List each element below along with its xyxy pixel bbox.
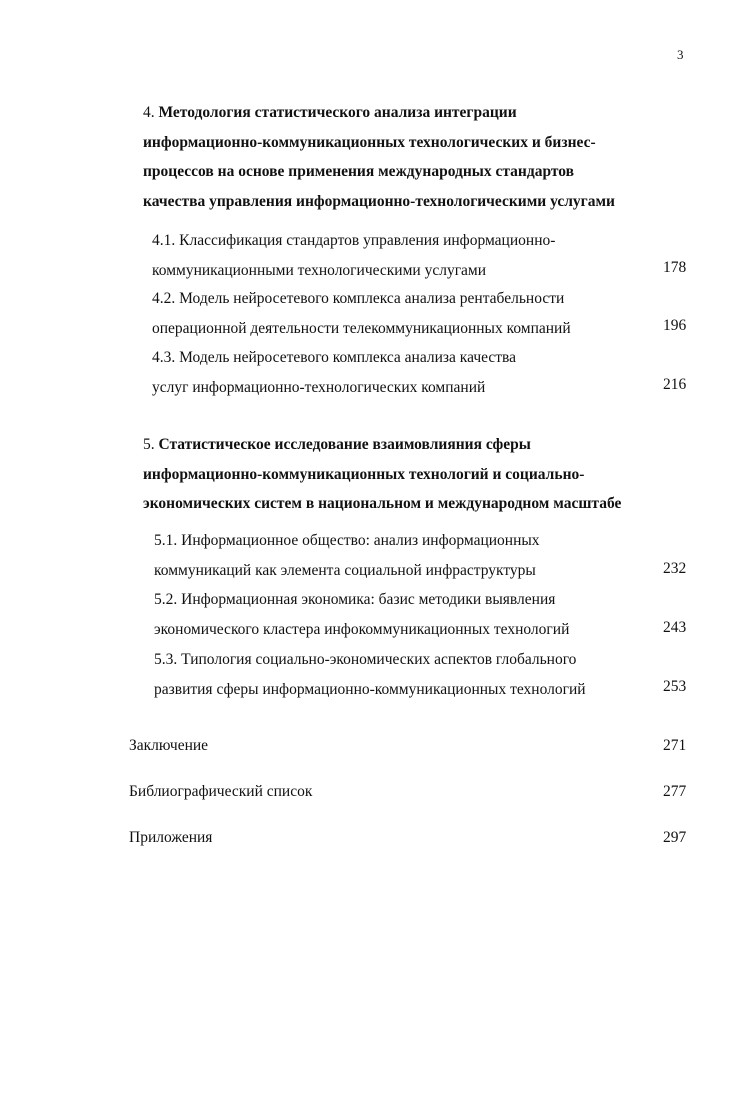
toc-entry-line: коммуникаций как элемента социальной инфраструктуры — [154, 561, 536, 579]
chapter-number: 4. — [143, 104, 155, 121]
toc-entry-line: операционной деятельности телекоммуникационных компаний — [152, 319, 571, 337]
toc-page-5-2: 243 — [663, 619, 687, 636]
toc-appendices: Приложения — [129, 829, 213, 846]
toc-page-5-1: 232 — [663, 560, 687, 577]
toc-entry-4-2 — [152, 284, 571, 343]
toc-entry-5-3 — [154, 645, 586, 704]
toc-entry-line: 5.3. Типология социально-экономических аспектов глобального — [154, 651, 577, 668]
toc-page-4-2: 196 — [663, 317, 687, 334]
toc-entry-line: 5.2. Информационная экономика: базис методики выявления — [154, 591, 556, 608]
toc-entry-4-1 — [152, 226, 555, 285]
toc-page-4-3: 216 — [663, 376, 687, 393]
chapter-number: 5. — [143, 436, 155, 453]
chapter-5-title — [143, 430, 703, 519]
chapter-title-line: процессов на основе применения международных стандартов — [143, 163, 575, 180]
chapter-title-line: информационно-коммуникационных технологических и бизнес- — [143, 133, 596, 151]
chapter-title-line: Методология статистического анализа интеграции — [158, 104, 517, 121]
toc-entry-line: 4.2. Модель нейросетевого комплекса анализа рентабельности — [152, 290, 565, 307]
toc-page-appendices: 297 — [663, 829, 687, 846]
toc-page-4-1: 178 — [663, 259, 687, 276]
chapter-title-line: информационно-коммуникационных технологий и социально- — [143, 465, 585, 483]
toc-page-conclusion: 271 — [663, 737, 687, 754]
toc-entry-line: 4.3. Модель нейросетевого комплекса анализа качества — [152, 349, 517, 366]
toc-entry-line: 5.1. Информационное общество: анализ информационных — [154, 532, 540, 549]
chapter-title-line: Статистическое исследование взаимовлияния сферы — [158, 436, 531, 453]
toc-entry-line: услуг информационно-технологических компаний — [152, 378, 486, 396]
toc-entry-line: 4.1. Классификация стандартов управления информационно- — [152, 232, 556, 249]
toc-bibliography: Библиографический список — [129, 783, 313, 800]
toc-entry-line: развития сферы информационно-коммуникационных технологий — [154, 680, 586, 698]
toc-entry-5-1 — [154, 526, 540, 585]
toc-conclusion: Заключение — [129, 737, 209, 754]
toc-entry-4-3 — [152, 343, 516, 402]
chapter-title-line: качества управления информационно-технологическими услугами — [143, 192, 615, 210]
toc-entry-line: коммуникационными технологическими услугами — [152, 261, 487, 279]
chapter-title-line: экономических систем в национальном и международном масштабе — [143, 495, 622, 512]
page-number: 3 — [677, 47, 684, 62]
toc-page-bibliography: 277 — [663, 783, 687, 800]
toc-entry-5-2 — [154, 585, 569, 644]
toc-page-5-3: 253 — [663, 678, 687, 695]
chapter-4-title — [143, 98, 703, 216]
toc-entry-line: экономического кластера инфокоммуникационных технологий — [154, 620, 570, 638]
